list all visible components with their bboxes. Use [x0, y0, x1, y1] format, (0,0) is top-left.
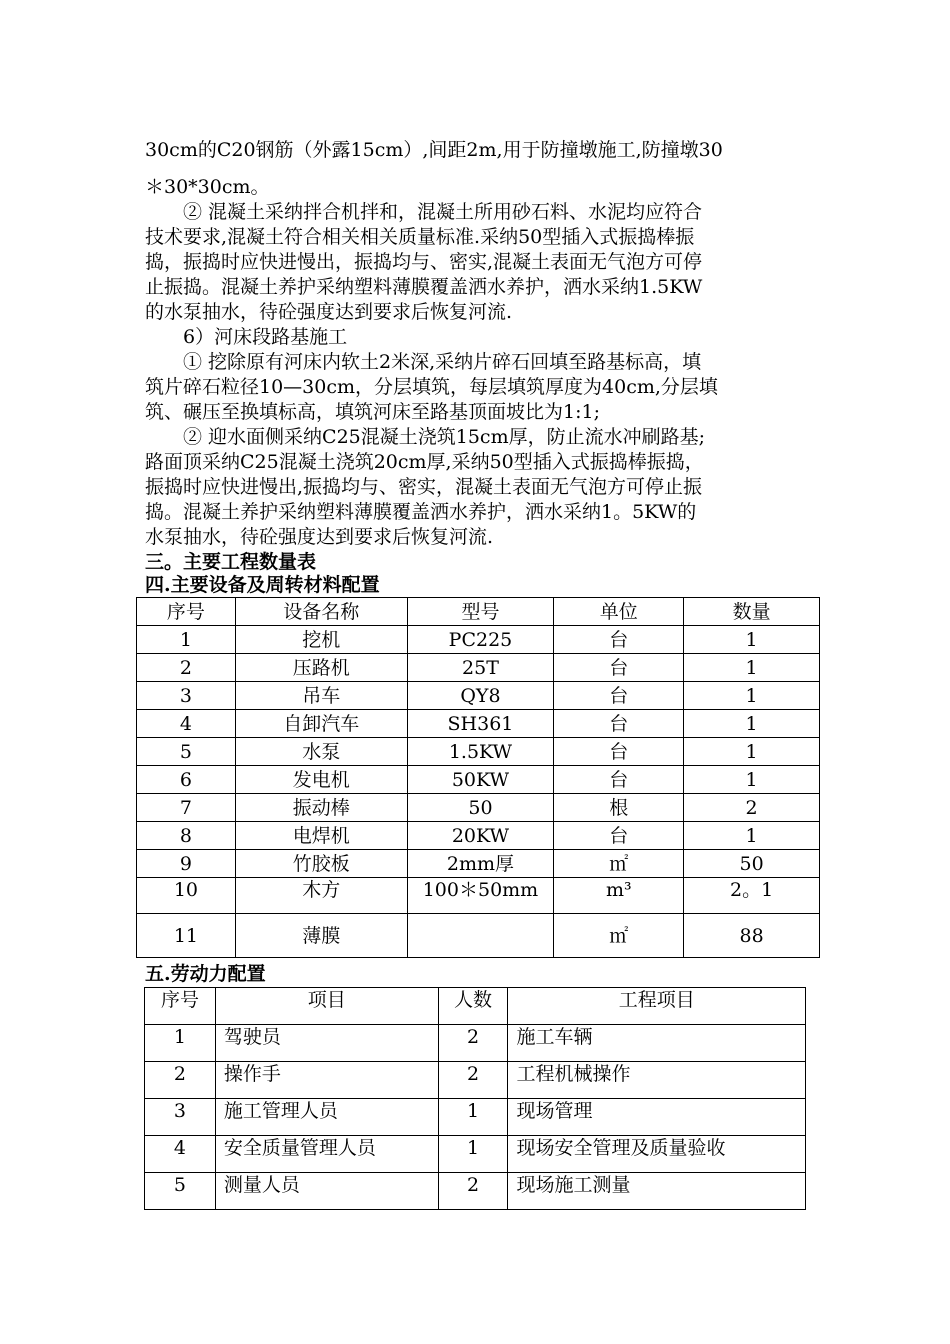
table-cell: 薄膜 [235, 914, 407, 958]
body-line: 振捣时应快进慢出,振捣均与、密实，混凝土表面无气泡方可停止振 [145, 476, 703, 498]
table-cell: 1 [684, 682, 820, 710]
table-cell: 1 [438, 1136, 508, 1173]
table-cell: 7 [137, 794, 236, 822]
table-cell: 驾驶员 [215, 1025, 438, 1062]
table-row [137, 654, 820, 682]
table-cell: SH361 [407, 710, 554, 738]
body-line: ② 混凝土采纳拌合机拌和，混凝土所用砂石料、水泥均应符合 [145, 201, 703, 223]
table-row [145, 1136, 806, 1173]
table-cell: 操作手 [215, 1062, 438, 1099]
table-cell: 9 [137, 850, 236, 878]
labor-table [144, 987, 806, 1210]
table-cell: 现场施工测量 [508, 1173, 806, 1210]
table-cell: 安全质量管理人员 [215, 1136, 438, 1173]
table-cell: 5 [137, 738, 236, 766]
table-header-cell: 项目 [215, 988, 438, 1025]
table-cell: 50KW [407, 766, 554, 794]
table-row [137, 626, 820, 654]
section-heading-3: 三。主要工程数量表 [145, 551, 317, 573]
table-cell: ㎡ [554, 850, 684, 878]
table-cell: 振动棒 [235, 794, 407, 822]
body-line: 筑、碾压至换填标高，填筑河床至路基顶面坡比为1:1; [145, 401, 600, 423]
table-cell: ㎡ [554, 914, 684, 958]
body-line: ① 挖除原有河床内软土2米深,采纳片碎石回填至路基标高，填 [145, 351, 702, 373]
table-cell: 2 [137, 654, 236, 682]
table-cell: 100＊50mm [407, 878, 554, 914]
table-row [145, 1173, 806, 1210]
table-cell: 4 [145, 1136, 216, 1173]
table-cell: 水泵 [235, 738, 407, 766]
table-cell: 1 [684, 822, 820, 850]
table-cell: 1 [137, 626, 236, 654]
table-cell: 压路机 [235, 654, 407, 682]
body-line: ＊30*30cm。 [145, 176, 270, 198]
body-line: 技术要求,混凝土符合相关相关质量标准.采纳50型插入式振捣棒振 [145, 226, 695, 248]
body-line: 捣，振捣时应快进慢出，振捣均与、密实,混凝土表面无气泡方可停 [145, 251, 703, 273]
body-line: 水泵抽水，待砼强度达到要求后恢复河流. [145, 526, 494, 548]
table-cell: 工程机械操作 [508, 1062, 806, 1099]
table-cell: 挖机 [235, 626, 407, 654]
table-cell: 吊车 [235, 682, 407, 710]
table-cell: PC225 [407, 626, 554, 654]
table-row [137, 794, 820, 822]
table-header-cell: 型号 [407, 598, 554, 626]
table-row [145, 1062, 806, 1099]
table-cell: 2 [438, 1173, 508, 1210]
body-line: 路面顶采纳C25混凝土浇筑20cm厚,采纳50型插入式振捣棒振捣， [145, 451, 704, 473]
table-cell: 1.5KW [407, 738, 554, 766]
table-cell: 台 [554, 682, 684, 710]
table-row [137, 738, 820, 766]
body-line: 30cm的C20钢筋（外露15cm）,间距2m,用于防撞墩施工,防撞墩30 [145, 139, 723, 161]
body-line: 捣。混凝土养护采纳塑料薄膜覆盖洒水养护，洒水采纳1。5KW的 [145, 501, 697, 523]
table-cell: 1 [145, 1025, 216, 1062]
table-cell: 88 [684, 914, 820, 958]
table-cell: 10 [137, 878, 236, 914]
table-row [137, 878, 820, 914]
table-row [137, 682, 820, 710]
table-cell: 木方 [235, 878, 407, 914]
table-cell: 现场安全管理及质量验收 [508, 1136, 806, 1173]
table-cell: 台 [554, 710, 684, 738]
table-cell: 20KW [407, 822, 554, 850]
table-header-cell: 人数 [438, 988, 508, 1025]
table-header-cell: 序号 [145, 988, 216, 1025]
table-cell: 4 [137, 710, 236, 738]
table-cell: 6 [137, 766, 236, 794]
table-header-cell: 数量 [684, 598, 820, 626]
table-cell: 测量人员 [215, 1173, 438, 1210]
table-cell: 2mm厚 [407, 850, 554, 878]
body-line: 的水泵抽水，待砼强度达到要求后恢复河流. [145, 301, 513, 323]
table-row [137, 850, 820, 878]
table-header-cell: 单位 [554, 598, 684, 626]
table-cell: 1 [684, 766, 820, 794]
table-cell: 台 [554, 822, 684, 850]
table-cell: 11 [137, 914, 236, 958]
section-heading-4: 四.主要设备及周转材料配置 [145, 574, 380, 596]
body-line: 筑片碎石粒径10—30cm，分层填筑，每层填筑厚度为40cm,分层填 [145, 376, 718, 398]
table-cell: 2 [684, 794, 820, 822]
body-line: 止振捣。混凝土养护采纳塑料薄膜覆盖洒水养护，洒水采纳1.5KW [145, 276, 703, 298]
table-cell: 50 [684, 850, 820, 878]
table-header-cell: 工程项目 [508, 988, 806, 1025]
table-cell: 施工车辆 [508, 1025, 806, 1062]
equipment-table [136, 597, 820, 958]
table-cell: 2 [145, 1062, 216, 1099]
table-row [137, 766, 820, 794]
table-header-row [137, 598, 820, 626]
table-cell: 2 [438, 1062, 508, 1099]
table-cell: 50 [407, 794, 554, 822]
table-cell: 2。1 [684, 878, 820, 914]
table-cell: 25T [407, 654, 554, 682]
table-cell: QY8 [407, 682, 554, 710]
table-row [137, 914, 820, 958]
table-cell: 8 [137, 822, 236, 850]
table-cell: 1 [684, 738, 820, 766]
table-cell: 竹胶板 [235, 850, 407, 878]
table-cell: 1 [684, 626, 820, 654]
table-cell: 电焊机 [235, 822, 407, 850]
section-heading-5: 五.劳动力配置 [145, 963, 266, 985]
table-header-row [145, 988, 806, 1025]
table-cell: 5 [145, 1173, 216, 1210]
table-cell: 台 [554, 626, 684, 654]
table-cell: 1 [684, 710, 820, 738]
table-cell: m³ [554, 878, 684, 914]
table-cell: 台 [554, 766, 684, 794]
table-row [137, 710, 820, 738]
table-cell: 根 [554, 794, 684, 822]
table-header-cell: 序号 [137, 598, 236, 626]
table-cell: 1 [684, 654, 820, 682]
table-cell: 施工管理人员 [215, 1099, 438, 1136]
table-cell: 2 [438, 1025, 508, 1062]
table-row [145, 1099, 806, 1136]
subsection-title: 6）河床段路基施工 [145, 326, 348, 348]
table-row [145, 1025, 806, 1062]
table-cell: 自卸汽车 [235, 710, 407, 738]
table-row [137, 822, 820, 850]
table-cell: 发电机 [235, 766, 407, 794]
table-cell: 3 [145, 1099, 216, 1136]
table-cell: 1 [438, 1099, 508, 1136]
table-cell: 3 [137, 682, 236, 710]
table-header-cell: 设备名称 [235, 598, 407, 626]
table-cell: 台 [554, 738, 684, 766]
table-cell [407, 914, 554, 958]
body-line: ② 迎水面侧采纳C25混凝土浇筑15cm厚，防止流水冲刷路基; [145, 426, 705, 448]
table-cell: 现场管理 [508, 1099, 806, 1136]
table-cell: 台 [554, 654, 684, 682]
